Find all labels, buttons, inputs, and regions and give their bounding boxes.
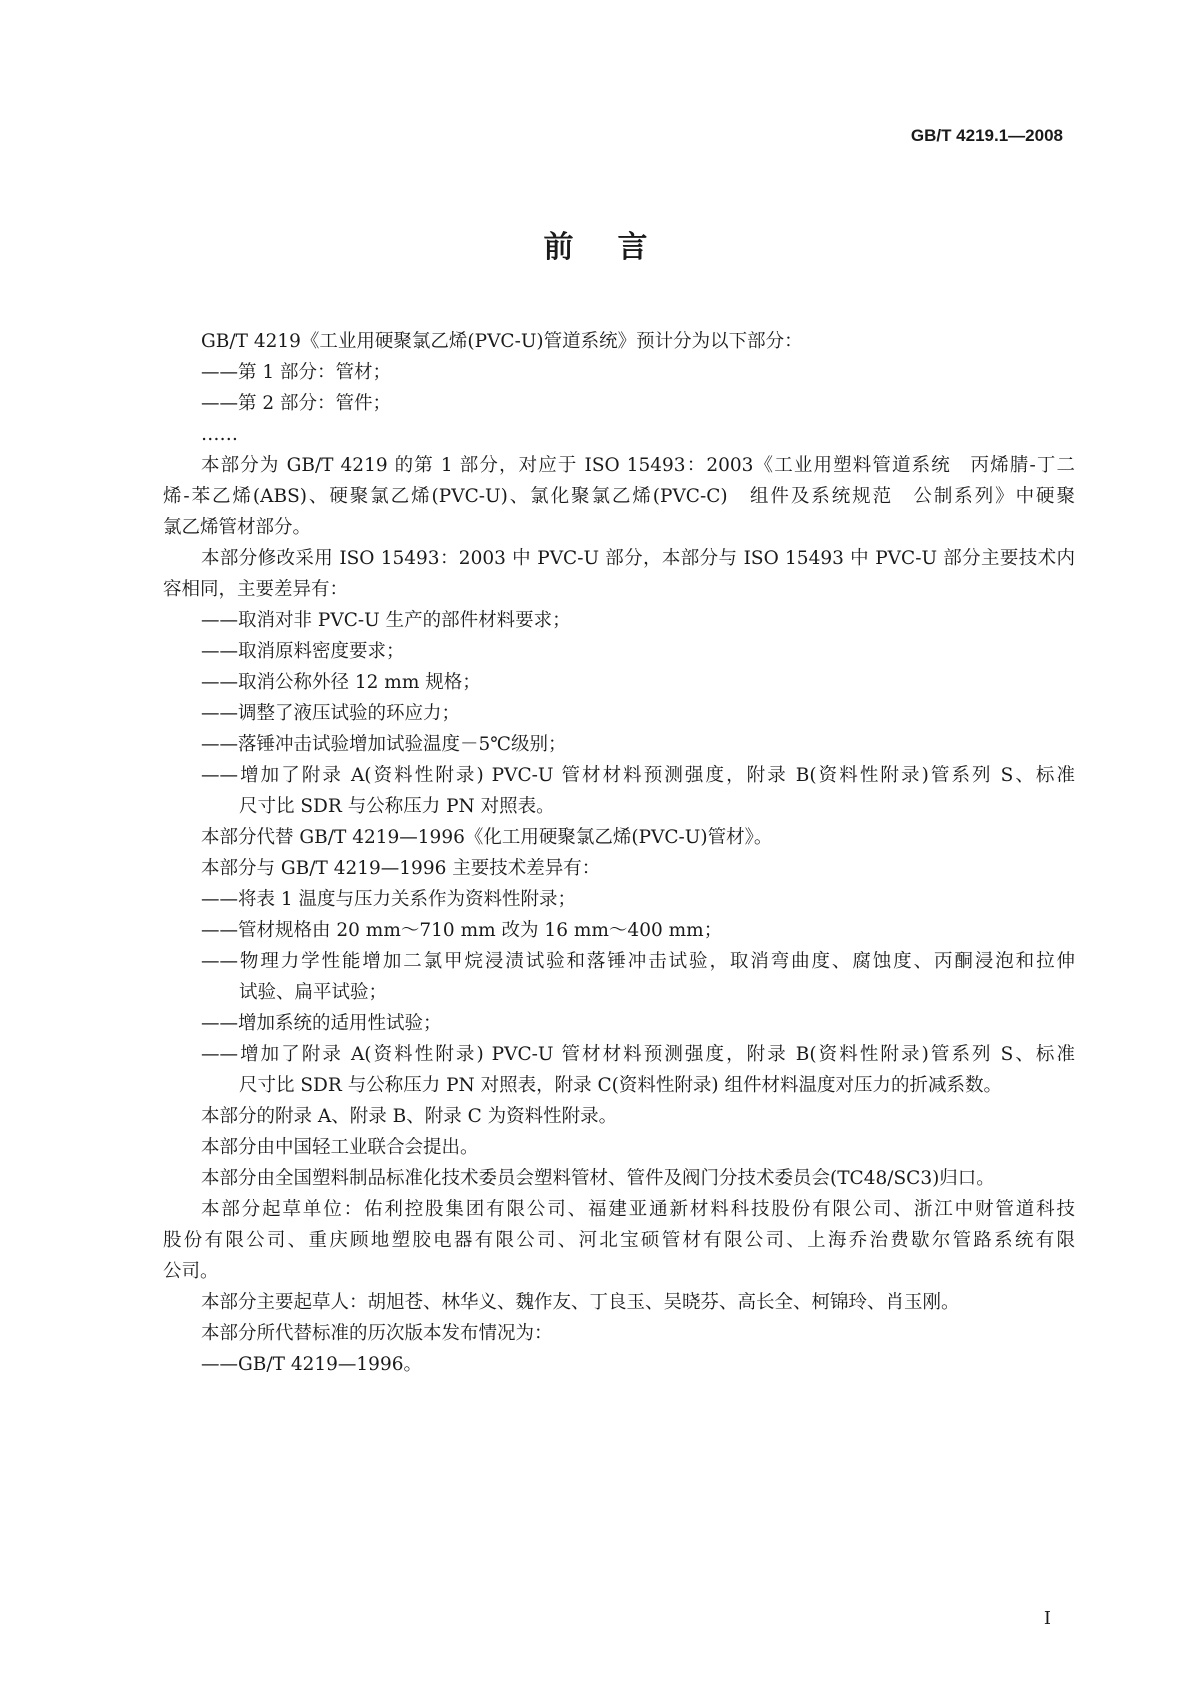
text-line: 尺寸比 SDR 与公称压力 PN 对照表，附录 C(资料性附录) 组件材料温度对压力的折减系数。 xyxy=(239,1075,1002,1096)
text-line: 本部分主要起草人：胡旭苍、林华义、魏作友、丁良玉、吴晓芬、高长全、柯锦玲、肖玉刚。 xyxy=(201,1292,960,1313)
text-line: 氯乙烯管材部分。 xyxy=(163,517,312,538)
text-line: 本部分代替 GB/T 4219—1996《化工用硬聚氯乙烯(PVC-U)管材》。 xyxy=(201,827,773,848)
text-line: 本部分由中国轻工业联合会提出。 xyxy=(201,1137,479,1158)
text-line: 本部分与 GB/T 4219—1996 主要技术差异有： xyxy=(201,858,601,879)
text-line: ——将表 1 温度与压力关系作为资料性附录； xyxy=(201,889,577,910)
text-line: ——物理力学性能增加二氯甲烷浸渍试验和落锤冲击试验，取消弯曲度、腐蚀度、丙酮浸泡和拉伸 xyxy=(201,951,1075,972)
text-line: ——增加系统的适用性试验； xyxy=(201,1013,442,1034)
text-line: ——增加了附录 A(资料性附录) PVC-U 管材材料预测强度，附录 B(资料性附录)管系列 S、标准 xyxy=(201,765,1075,786)
text-line: 本部分所代替标准的历次版本发布情况为： xyxy=(201,1323,553,1344)
text-line: ——落锤冲击试验增加试验温度－5℃级别； xyxy=(201,734,567,755)
text-line: 本部分的附录 A、附录 B、附录 C 为资料性附录。 xyxy=(201,1106,618,1127)
text-line: 本部分修改采用 ISO 15493：2003 中 PVC-U 部分，本部分与 ISO 15493 中 PVC-U 部分主要技术内 xyxy=(201,548,1075,569)
text-line: ——增加了附录 A(资料性附录) PVC-U 管材材料预测强度，附录 B(资料性附录)管系列 S、标准 xyxy=(201,1044,1075,1065)
text-line: 容相同，主要差异有： xyxy=(163,579,349,600)
page-number: I xyxy=(1043,1608,1051,1629)
text-line: 本部分起草单位：佑利控股集团有限公司、福建亚通新材料科技股份有限公司、浙江中财管道科技 xyxy=(201,1199,1075,1220)
text-line: ——取消原料密度要求； xyxy=(201,641,405,662)
text-line: 本部分由全国塑料制品标准化技术委员会塑料管材、管件及阀门分技术委员会(TC48/SC3)归口。 xyxy=(201,1168,995,1189)
text-line: 股份有限公司、重庆顾地塑胶电器有限公司、河北宝硕管材有限公司、上海乔治费歇尔管路系统有限 xyxy=(163,1230,1075,1251)
text-line: 公司。 xyxy=(163,1261,219,1282)
text-line: 尺寸比 SDR 与公称压力 PN 对照表。 xyxy=(239,796,555,817)
text-line: ——取消对非 PVC-U 生产的部件材料要求； xyxy=(201,610,571,631)
text-line: GB/T 4219《工业用硬聚氯乙烯(PVC-U)管道系统》预计分为以下部分： xyxy=(201,331,803,352)
text-line: ——第 1 部分：管材； xyxy=(201,362,392,383)
standard-code: GB/T 4219.1—2008 xyxy=(910,126,1063,145)
text-line: …… xyxy=(201,424,238,445)
text-line: 本部分为 GB/T 4219 的第 1 部分，对应于 ISO 15493：2003《工业用塑料管道系统 丙烯腈-丁二 xyxy=(201,455,1075,476)
text-line: 烯-苯乙烯(ABS)、硬聚氯乙烯(PVC-U)、氯化聚氯乙烯(PVC-C) 组件及系统规范 公制系列》中硬聚 xyxy=(163,486,1075,507)
text-line: ——GB/T 4219—1996。 xyxy=(201,1354,422,1375)
text-line: ——管材规格由 20 mm～710 mm 改为 16 mm～400 mm； xyxy=(201,920,723,941)
text-line: ——调整了液压试验的环应力； xyxy=(201,703,461,724)
text-line: ——第 2 部分：管件； xyxy=(201,393,392,414)
text-line: ——取消公称外径 12 mm 规格； xyxy=(201,672,481,693)
text-line: 试验、扁平试验； xyxy=(239,982,388,1003)
foreword-body xyxy=(163,326,1075,1380)
page-title: 前言 xyxy=(543,230,692,265)
